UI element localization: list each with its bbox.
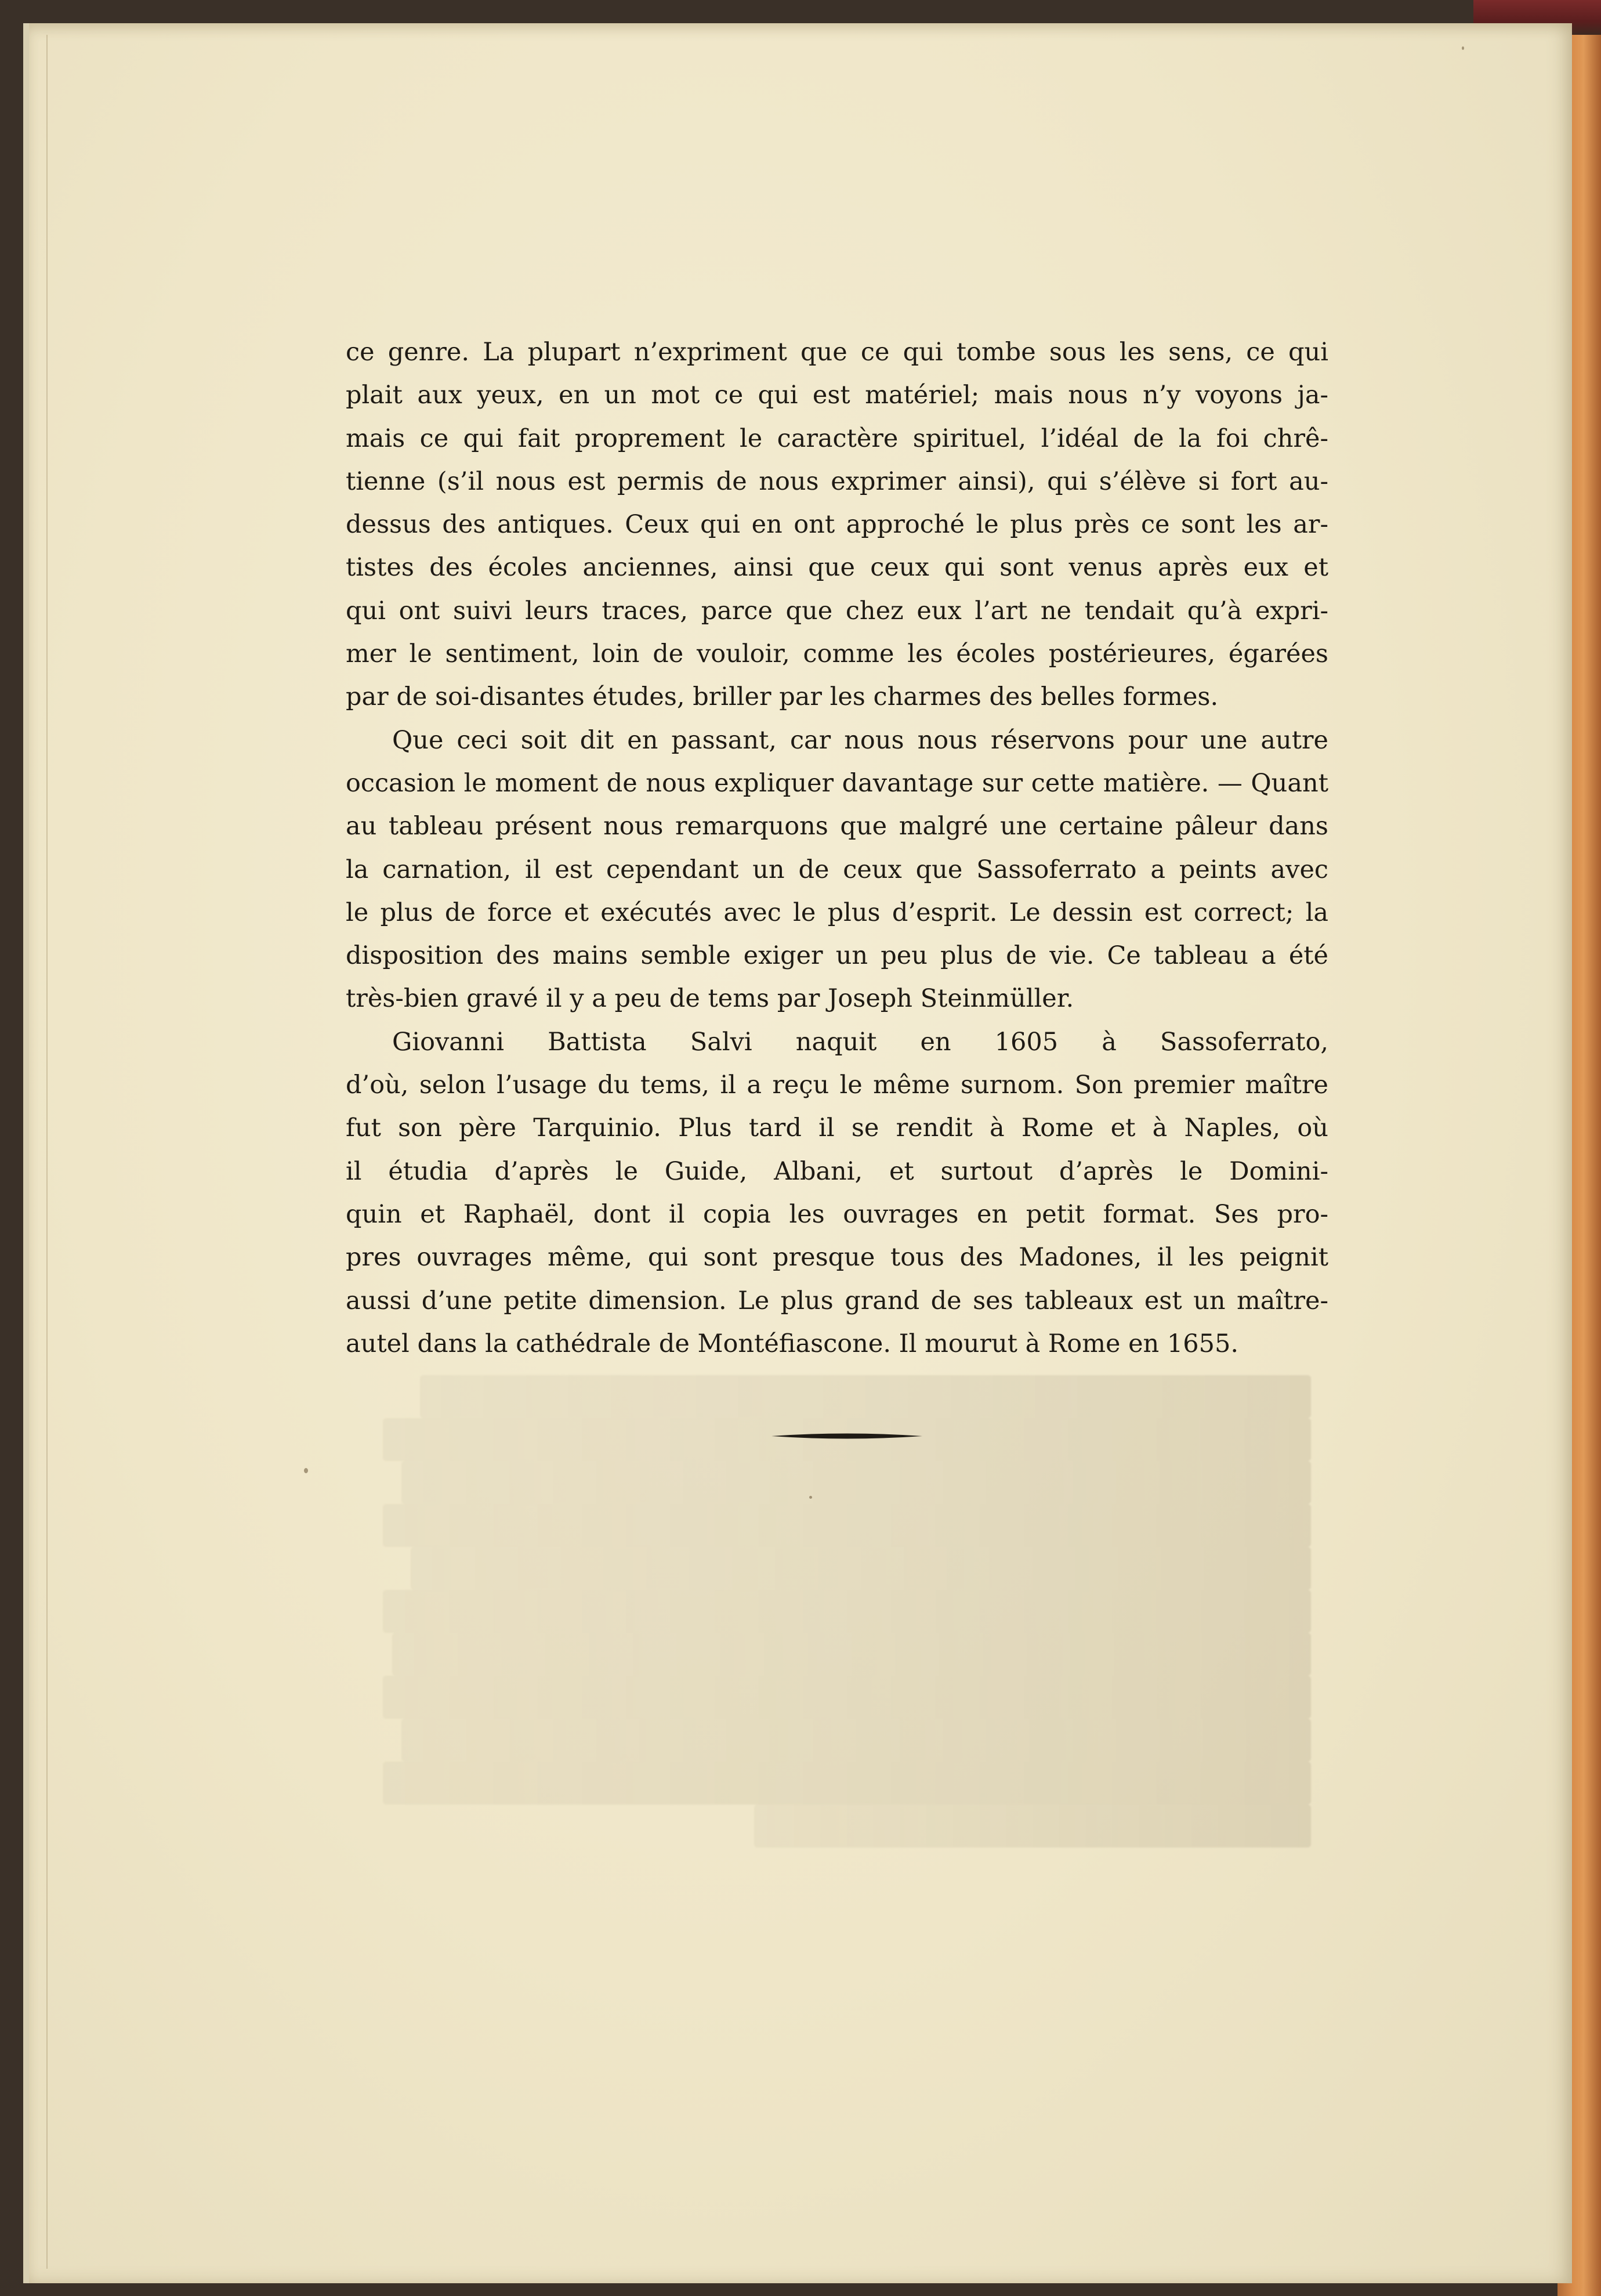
text-line: occasion le moment de nous expliquer davantage sur cette matière. — Quant bbox=[346, 768, 1328, 798]
text-line: pres ouvrages même, qui sont presque tous des Madones, il les peignit bbox=[346, 1243, 1328, 1272]
text-line: fut son père Tarquinio. Plus tard il se rendit à Rome et à Naples, où bbox=[346, 1113, 1328, 1143]
text-line: disposition des mains semble exiger un peu plus de vie. Ce tableau a été bbox=[346, 941, 1328, 971]
text-line: au tableau présent nous remarquons que malgré une certaine pâleur dans bbox=[346, 812, 1328, 841]
show-through-text bbox=[383, 1375, 1311, 1847]
text-line: mais ce qui fait proprement le caractère spirituel, l’idéal de la foi chrê- bbox=[346, 424, 1328, 453]
ornamental-rule bbox=[771, 1432, 922, 1440]
text-line: ce genre. La plupart n’expriment que ce qui tombe sous les sens, ce qui bbox=[346, 338, 1328, 367]
text-line: le plus de force et exécutés avec le plus d’esprit. Le dessin est correct; la bbox=[346, 898, 1328, 927]
text-line: la carnation, il est cependant un de ceux que Sassoferrato a peints avec bbox=[346, 855, 1328, 884]
text-line: très-bien gravé il y a peu de tems par Joseph Steinmüller. bbox=[346, 984, 1074, 1014]
text-line: Giovanni Battista Salvi naquit en 1605 à Sassoferrato, bbox=[392, 1027, 1328, 1057]
text-line: tistes des écoles anciennes, ainsi que ceux qui sont venus après eux et bbox=[346, 553, 1328, 583]
text-line: d’où, selon l’usage du tems, il a reçu le même surnom. Son premier maître bbox=[346, 1071, 1328, 1100]
text-line: mer le sentiment, loin de vouloir, comme les écoles postérieures, égarées bbox=[346, 639, 1328, 669]
text-line: qui ont suivi leurs traces, parce que chez eux l’art ne tendait qu’à expri- bbox=[346, 596, 1328, 625]
paper-speck bbox=[809, 1496, 812, 1499]
body-text bbox=[346, 331, 1328, 1365]
paper-speck bbox=[1462, 46, 1464, 50]
text-line: par de soi-disantes études, briller par les charmes des belles formes. bbox=[346, 682, 1219, 712]
page-fold-line bbox=[46, 35, 48, 2269]
paper-speck bbox=[304, 1468, 308, 1473]
text-line: quin et Raphaël, dont il copia les ouvrages en petit format. Ses pro- bbox=[346, 1199, 1328, 1229]
text-line: il étudia d’après le Guide, Albani, et surtout d’après le Domini- bbox=[346, 1156, 1328, 1186]
text-line: tienne (s’il nous est permis de nous exprimer ainsi), qui s’élève si fort au- bbox=[346, 467, 1328, 496]
text-line: Que ceci soit dit en passant, car nous nous réservons pour une autre bbox=[392, 725, 1328, 755]
text-line: aussi d’une petite dimension. Le plus grand de ses tableaux est un maître- bbox=[346, 1286, 1328, 1315]
text-line: dessus des antiques. Ceux qui en ont approché le plus près ce sont les ar- bbox=[346, 510, 1328, 540]
text-line: plait aux yeux, en un mot ce qui est matériel; mais nous n’y voyons ja- bbox=[346, 381, 1328, 410]
text-line: autel dans la cathédrale de Montéfiascone. Il mourut à Rome en 1655. bbox=[346, 1329, 1238, 1358]
